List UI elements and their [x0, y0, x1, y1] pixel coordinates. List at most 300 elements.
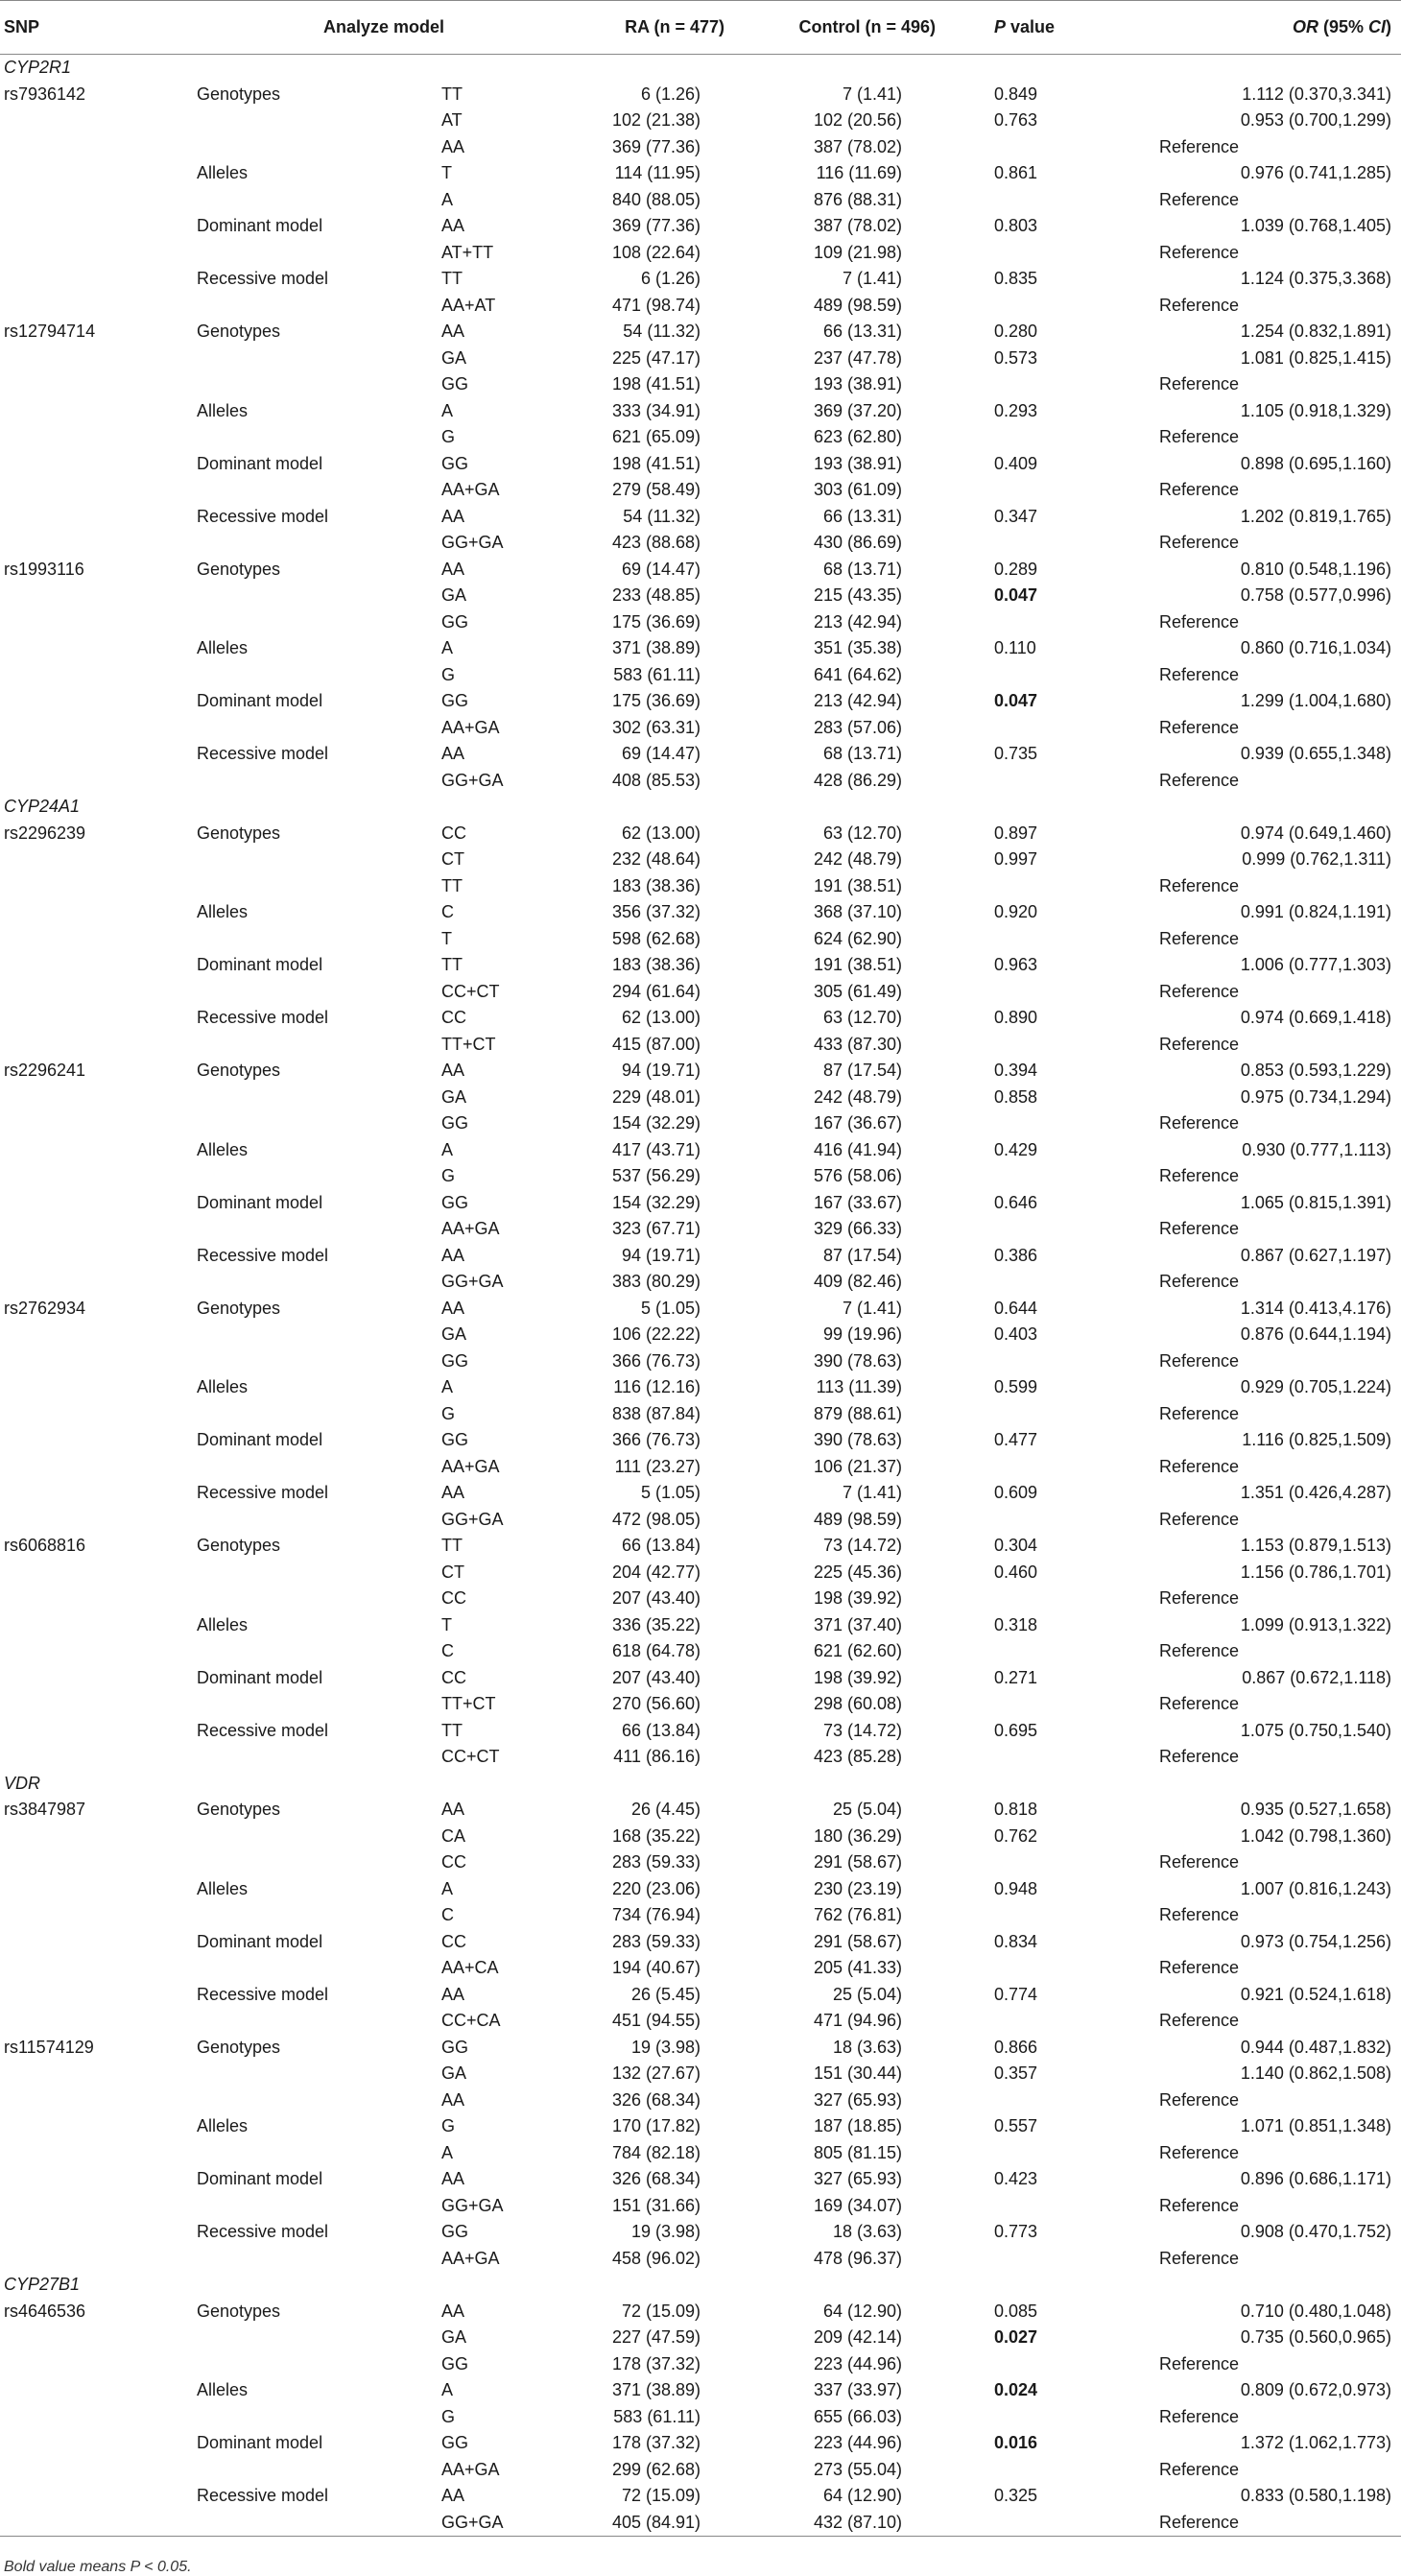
control-count: 423 (85.28)	[813, 1747, 903, 1766]
odds-ratio: 0.973 (0.754,1.256)	[1240, 1931, 1392, 1951]
ra-count: 111 (23.27)	[614, 1456, 701, 1476]
genotype: TT	[441, 1536, 463, 1555]
genotype: TT	[441, 1720, 463, 1740]
odds-ratio: 0.710 (0.480,1.048)	[1240, 2301, 1392, 2321]
ra-count: 178 (37.32)	[611, 2353, 701, 2373]
p-value: 0.897	[994, 823, 1038, 843]
ra-count: 154 (32.29)	[611, 1192, 701, 1212]
odds-ratio: 1.039 (0.768,1.405)	[1240, 216, 1392, 235]
gene-name: CYP24A1	[4, 797, 81, 816]
p-value	[988, 2008, 1142, 2035]
analyze-model	[197, 2140, 441, 2167]
p-value: 0.774	[994, 1984, 1038, 2004]
snp-id	[0, 424, 197, 451]
table-row	[0, 346, 1401, 372]
snp-id	[0, 1902, 197, 1929]
genotype: AA+GA	[441, 480, 500, 499]
table-row	[0, 451, 1401, 478]
analyze-model: Alleles	[197, 1139, 249, 1159]
genotype: GA	[441, 1086, 467, 1107]
analyze-model: Alleles	[197, 163, 249, 182]
ra-count: 198 (41.51)	[611, 374, 701, 394]
control-count: 576 (58.06)	[813, 1166, 903, 1185]
analyze-model	[197, 662, 441, 689]
analyze-model: Dominant model	[197, 1430, 323, 1449]
ra-count: 366 (76.73)	[611, 1430, 701, 1449]
analyze-model	[197, 2351, 441, 2378]
table-row	[0, 1586, 1401, 1612]
genotype: AA	[441, 2089, 465, 2110]
analyze-model: Recessive model	[197, 506, 329, 526]
table-row	[0, 1032, 1401, 1059]
snp-id	[0, 1744, 197, 1771]
header-control: Control (n = 496)	[777, 1, 988, 55]
table-row	[0, 1902, 1401, 1929]
p-value: 0.849	[994, 83, 1038, 104]
ra-count: 69 (14.47)	[621, 559, 701, 579]
p-value	[988, 2404, 1142, 2431]
p-value	[988, 1691, 1142, 1718]
snp-id	[0, 266, 197, 293]
p-value: 0.409	[994, 453, 1038, 473]
p-value	[988, 2457, 1142, 2484]
snp-id	[0, 477, 197, 504]
snp-id	[0, 1480, 197, 1507]
analyze-model: Alleles	[197, 2116, 249, 2135]
analyze-model: Recessive model	[197, 1984, 329, 2004]
odds-ratio: Reference	[1142, 2510, 1401, 2537]
ra-count: 411 (86.16)	[613, 1747, 701, 1766]
snp-id: rs3847987	[4, 1800, 86, 1819]
analyze-model: Genotypes	[197, 559, 281, 579]
gene-name: VDR	[4, 1773, 41, 1793]
ra-count: 423 (88.68)	[611, 533, 701, 552]
ra-count: 19 (3.98)	[630, 2222, 701, 2241]
ra-count: 336 (35.22)	[611, 1614, 701, 1634]
snp-id	[0, 899, 197, 926]
genotype: GG	[441, 453, 469, 473]
snp-id	[0, 2246, 197, 2273]
snp-id	[0, 1401, 197, 1428]
odds-ratio: Reference	[1159, 2353, 1240, 2373]
table-row	[0, 398, 1401, 425]
odds-ratio: 1.140 (0.862,1.508)	[1240, 2063, 1392, 2083]
analyze-model	[197, 1085, 441, 1111]
genotype: GA	[441, 1324, 467, 1344]
p-value: 0.890	[994, 1008, 1038, 1027]
analyze-model	[197, 477, 441, 504]
p-value	[988, 1401, 1142, 1428]
ra-count: 333 (34.91)	[611, 400, 701, 420]
analyze-model	[197, 1163, 441, 1190]
table-row	[0, 635, 1401, 662]
analyze-model: Dominant model	[197, 691, 323, 710]
genotype: GG+GA	[441, 2510, 571, 2537]
gene-header-row	[0, 55, 1401, 82]
genotype: GA	[441, 347, 467, 368]
control-count: 291 (58.67)	[813, 1852, 903, 1872]
table-row	[0, 1058, 1401, 1085]
snp-id	[0, 1586, 197, 1612]
ra-count: 618 (64.78)	[611, 1641, 701, 1660]
control-count: 298 (60.08)	[813, 1694, 903, 1713]
control-count: 151 (30.44)	[813, 2063, 903, 2083]
control-count: 223 (44.96)	[813, 2353, 903, 2373]
analyze-model: Alleles	[197, 638, 249, 657]
genotype: GG+GA	[441, 533, 504, 552]
control-count: 68 (13.71)	[822, 559, 903, 579]
genotype: CT	[441, 849, 464, 869]
p-value: 0.866	[994, 2037, 1038, 2057]
p-value: 0.357	[994, 2063, 1038, 2083]
odds-ratio: Reference	[1159, 664, 1240, 684]
snp-id	[0, 1824, 197, 1850]
snp-id	[0, 2140, 197, 2167]
ra-count: 19 (3.98)	[630, 2037, 701, 2057]
ra-count: 151 (31.66)	[611, 2195, 701, 2215]
odds-ratio: 0.944 (0.487,1.832)	[1240, 2037, 1392, 2057]
ra-count: 356 (37.32)	[611, 902, 701, 921]
table-row	[0, 2299, 1401, 2326]
genotype: CC+CT	[441, 981, 500, 1001]
table-row	[0, 107, 1401, 134]
ra-count: 225 (47.17)	[611, 347, 701, 368]
control-count: 351 (35.38)	[813, 638, 903, 657]
table-row	[0, 371, 1401, 398]
p-value: 0.280	[994, 322, 1038, 341]
control-count: 641 (64.62)	[813, 664, 903, 684]
table-row	[0, 1243, 1401, 1270]
p-value: 0.423	[994, 2169, 1038, 2188]
control-count: 337 (33.97)	[813, 2380, 903, 2399]
control-count: 430 (86.69)	[813, 533, 903, 552]
genotype: AA+GA	[441, 1219, 500, 1238]
control-count: 762 (76.81)	[813, 1905, 903, 1924]
genotype: AA	[441, 2301, 465, 2321]
header-or	[1142, 1, 1401, 55]
ra-count: 66 (13.84)	[621, 1720, 701, 1740]
genotype: AA	[441, 1245, 465, 1265]
p-value: 0.024	[994, 2380, 1038, 2399]
control-count: 193 (38.91)	[813, 453, 903, 473]
ra-count: 233 (48.85)	[611, 585, 701, 605]
p-value	[988, 768, 1142, 795]
ra-count: 62 (13.00)	[621, 823, 701, 843]
genotype: GG	[441, 1430, 469, 1449]
p-value	[988, 1849, 1142, 1876]
odds-ratio: 0.974 (0.669,1.418)	[1240, 1008, 1392, 1027]
analyze-model	[197, 187, 441, 214]
gene-header-row	[0, 794, 1401, 821]
ra-count: 183 (38.36)	[611, 875, 701, 895]
odds-ratio: Reference	[1159, 1694, 1240, 1713]
odds-ratio: Reference	[1159, 1403, 1240, 1423]
control-count: 327 (65.93)	[813, 2089, 903, 2110]
snp-id	[0, 2351, 197, 2378]
control-count: 368 (37.10)	[813, 902, 903, 921]
table-row	[0, 1137, 1401, 1164]
control-count: 223 (44.96)	[813, 2433, 903, 2452]
p-value	[988, 1032, 1142, 1059]
table-row	[0, 2140, 1401, 2167]
snp-id	[0, 979, 197, 1006]
control-count: 283 (57.06)	[813, 717, 903, 737]
table-row	[0, 1718, 1401, 1745]
odds-ratio: Reference	[1159, 2195, 1240, 2215]
analyze-model: Alleles	[197, 400, 249, 420]
snp-id: rs2762934	[4, 1298, 86, 1318]
gene-name: CYP2R1	[4, 58, 72, 77]
ra-count: 170 (17.82)	[611, 2116, 701, 2135]
control-count: 7 (1.41)	[842, 1298, 903, 1318]
p-value: 0.858	[994, 1086, 1038, 1107]
control-count: 167 (33.67)	[813, 1192, 903, 1212]
table-row	[0, 1480, 1401, 1507]
genotype: GG	[441, 1192, 469, 1212]
odds-ratio: 0.974 (0.649,1.460)	[1240, 823, 1392, 843]
control-count: 87 (17.54)	[822, 1061, 903, 1080]
p-value	[988, 2351, 1142, 2378]
ra-count: 734 (76.94)	[611, 1905, 701, 1924]
table-row	[0, 82, 1401, 108]
analyze-model: Genotypes	[197, 1800, 281, 1819]
genotype: T	[441, 1614, 452, 1634]
ra-count: 94 (19.71)	[621, 1245, 701, 1265]
analyze-model	[197, 1955, 441, 1982]
control-count: 623 (62.80)	[813, 427, 903, 446]
genotype: G	[441, 664, 456, 684]
control-count: 106 (21.37)	[813, 1456, 903, 1476]
control-count: 66 (13.31)	[822, 506, 903, 526]
ra-count: 227 (47.59)	[611, 2327, 701, 2347]
genotype: GG	[441, 374, 469, 394]
analyze-model: Alleles	[197, 2380, 249, 2399]
analyze-model: Genotypes	[197, 823, 281, 843]
snp-id	[0, 1876, 197, 1903]
genotype: AA+GA	[441, 2459, 500, 2479]
ra-count: 583 (61.11)	[613, 664, 701, 684]
snp-id	[0, 2404, 197, 2431]
snp-id	[0, 715, 197, 742]
odds-ratio: 1.156 (0.786,1.701)	[1240, 1562, 1392, 1582]
genotype: AA	[441, 506, 465, 526]
genotype: GG+GA	[441, 1272, 504, 1291]
ra-count: 302 (63.31)	[611, 717, 701, 737]
ra-count: 106 (22.22)	[611, 1324, 701, 1344]
snp-id	[0, 1374, 197, 1401]
analyze-model: Dominant model	[197, 1931, 323, 1951]
genotype: AA	[441, 2169, 465, 2188]
snp-id	[0, 1269, 197, 1296]
p-value: 0.818	[994, 1800, 1038, 1819]
ra-count: 383 (80.29)	[611, 1272, 701, 1291]
table-row	[0, 2219, 1401, 2246]
control-count: 489 (98.59)	[813, 1509, 903, 1529]
genotype: AA	[441, 1061, 465, 1080]
genotype: A	[441, 638, 454, 657]
genotype: GG+GA	[441, 2195, 504, 2215]
odds-ratio: 0.908 (0.470,1.752)	[1240, 2222, 1392, 2241]
snp-id	[0, 213, 197, 240]
snp-id	[0, 240, 197, 267]
odds-ratio: Reference	[1159, 242, 1240, 262]
odds-ratio: Reference	[1159, 1034, 1240, 1054]
control-count: 25 (5.04)	[832, 1984, 903, 2004]
snp-id	[0, 1110, 197, 1137]
ra-count: 537 (56.29)	[611, 1166, 701, 1185]
analyze-model	[197, 107, 441, 134]
p-value: 0.386	[994, 1245, 1038, 1265]
analyze-model: Dominant model	[197, 453, 323, 473]
p-value: 0.835	[994, 269, 1038, 288]
ra-count: 232 (48.64)	[611, 849, 701, 869]
control-count: 655 (66.03)	[813, 2406, 903, 2426]
table-row	[0, 1665, 1401, 1692]
control-count: 205 (41.33)	[813, 1958, 903, 1977]
control-count: 237 (47.78)	[813, 347, 903, 368]
odds-ratio: Reference	[1159, 611, 1240, 632]
snp-id: rs4646536	[4, 2301, 86, 2321]
genotype: AT	[441, 110, 463, 130]
table-header-row	[0, 1, 1401, 55]
analyze-model: Dominant model	[197, 1192, 323, 1212]
odds-ratio: Reference	[1159, 2089, 1240, 2110]
genotype: GG	[441, 691, 469, 710]
snp-id: rs11574129	[4, 2037, 94, 2057]
odds-ratio: Reference	[1159, 1509, 1240, 1529]
p-value: 0.047	[994, 691, 1038, 710]
table-row	[0, 1374, 1401, 1401]
control-count: 180 (36.29)	[813, 1825, 903, 1846]
analyze-model	[197, 240, 441, 267]
snp-id	[0, 371, 197, 398]
ra-count: 229 (48.01)	[611, 1086, 701, 1107]
analyze-model	[197, 609, 441, 636]
control-count: 116 (11.69)	[816, 163, 903, 182]
table-row	[0, 160, 1401, 187]
control-count: 327 (65.93)	[813, 2169, 903, 2188]
p-value	[988, 1638, 1142, 1665]
genotype: T	[441, 163, 452, 182]
ra-count: 283 (59.33)	[611, 1852, 701, 1872]
p-value: 0.318	[994, 1614, 1038, 1634]
snp-id	[0, 293, 197, 320]
odds-ratio: 0.930 (0.777,1.113)	[1242, 1139, 1392, 1159]
p-value	[988, 979, 1142, 1006]
genotype: A	[441, 189, 454, 209]
ra-count: 6 (1.26)	[640, 83, 701, 104]
p-value	[988, 1163, 1142, 1190]
genotype: AT+TT	[441, 242, 494, 262]
snp-id	[0, 926, 197, 953]
control-count: 213 (42.94)	[813, 611, 903, 632]
snp-id	[0, 1085, 197, 1111]
control-count: 87 (17.54)	[822, 1245, 903, 1265]
genotype: G	[441, 1403, 456, 1423]
analyze-model	[197, 2457, 441, 2484]
snp-id	[0, 1955, 197, 1982]
p-value	[988, 293, 1142, 320]
snp-id	[0, 2510, 197, 2537]
control-count: 387 (78.02)	[813, 136, 903, 156]
p-value: 0.609	[994, 1483, 1038, 1502]
p-value: 0.861	[994, 163, 1038, 182]
ra-count: 5 (1.05)	[640, 1483, 701, 1502]
table-row	[0, 768, 1401, 795]
control-count: 291 (58.67)	[813, 1931, 903, 1951]
ra-count: 178 (37.32)	[611, 2433, 701, 2452]
ra-count: 326 (68.34)	[611, 2089, 701, 2110]
genotype: AA+GA	[441, 2248, 500, 2268]
snp-id	[0, 1665, 197, 1692]
odds-ratio: Reference	[1159, 1166, 1240, 1185]
odds-ratio: Reference	[1159, 1905, 1240, 1924]
analyze-model: Alleles	[197, 902, 249, 921]
p-value: 0.429	[994, 1139, 1038, 1159]
snp-id	[0, 2483, 197, 2510]
genotype: G	[441, 1166, 456, 1185]
genotype: TT	[441, 955, 463, 974]
p-value	[988, 1586, 1142, 1612]
genotype: CA	[441, 1825, 466, 1846]
control-count: 191 (38.51)	[813, 955, 903, 974]
table-row	[0, 213, 1401, 240]
snp-id	[0, 873, 197, 900]
genotype: GG	[441, 611, 469, 632]
table-row	[0, 1560, 1401, 1586]
odds-ratio: 1.007 (0.816,1.243)	[1240, 1878, 1392, 1898]
ra-count: 102 (21.38)	[611, 110, 701, 130]
header-ci-close: )	[1386, 17, 1392, 36]
snp-id: rs2296241	[4, 1061, 86, 1080]
genotype: GG+GA	[441, 770, 504, 790]
analyze-model: Recessive model	[197, 269, 329, 288]
analyze-model: Recessive model	[197, 1245, 329, 1265]
p-value	[988, 1955, 1142, 1982]
snp-id	[0, 1322, 197, 1348]
snp-id: rs1993116	[4, 559, 84, 579]
odds-ratio: Reference	[1159, 2248, 1240, 2268]
ra-count: 369 (77.36)	[611, 136, 701, 156]
analyze-model	[197, 293, 441, 320]
control-count: 73 (14.72)	[822, 1536, 903, 1555]
p-value: 0.920	[994, 902, 1038, 921]
odds-ratio: Reference	[1159, 480, 1240, 499]
snp-id	[0, 1137, 197, 1164]
analyze-model: Alleles	[197, 1614, 249, 1634]
table-row	[0, 926, 1401, 953]
table-row	[0, 899, 1401, 926]
genotype: A	[441, 2142, 454, 2162]
analyze-model: Genotypes	[197, 1536, 281, 1555]
analyze-model	[197, 1454, 441, 1481]
control-count: 63 (12.70)	[822, 823, 903, 843]
odds-ratio: Reference	[1159, 1350, 1240, 1371]
genotype: AA+GA	[441, 1456, 500, 1476]
snp-id	[0, 2008, 197, 2035]
genotype: TT+CT	[441, 1034, 496, 1054]
table-row	[0, 266, 1401, 293]
analyze-model: Genotypes	[197, 2037, 281, 2057]
ra-count: 326 (68.34)	[611, 2169, 701, 2188]
ra-count: 458 (96.02)	[611, 2248, 701, 2268]
snp-id	[0, 1638, 197, 1665]
genotype: GG	[441, 1350, 469, 1371]
analyze-model	[197, 530, 441, 557]
control-count: 489 (98.59)	[813, 295, 903, 315]
ra-count: 840 (88.05)	[611, 189, 701, 209]
genotype: T	[441, 928, 452, 948]
